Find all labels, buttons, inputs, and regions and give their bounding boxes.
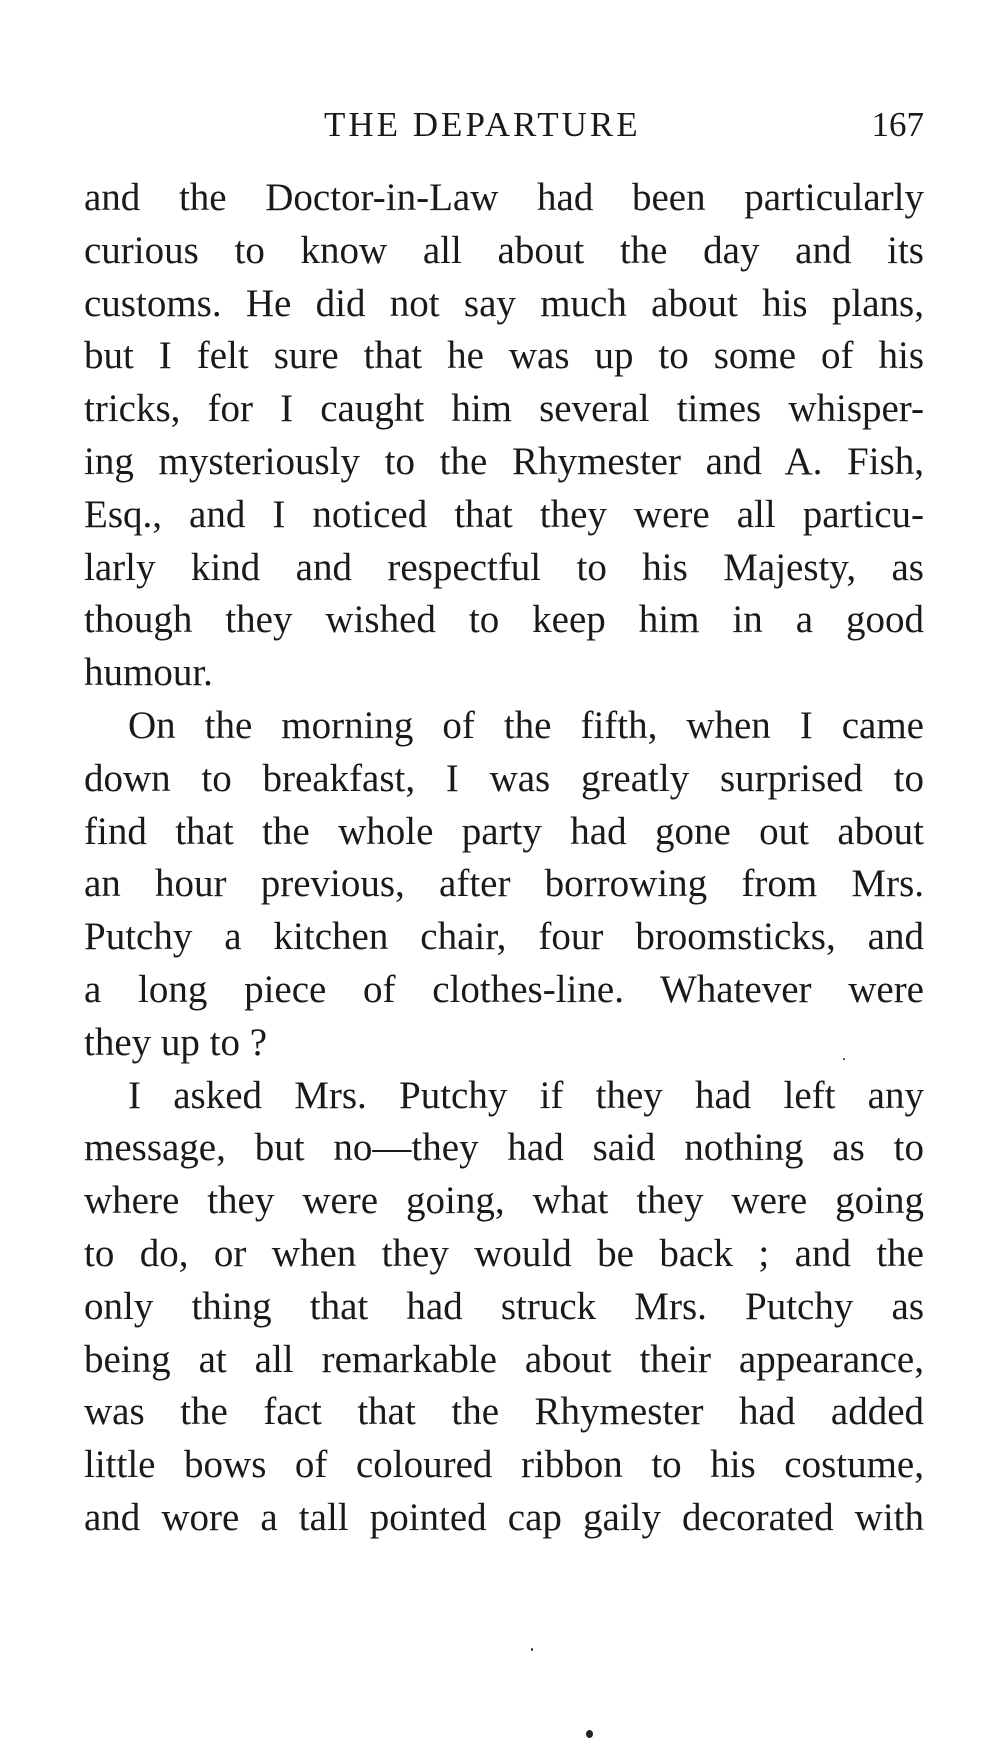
ink-speck: [586, 1730, 593, 1738]
body-text: [84, 172, 924, 1545]
text-line: where they were going, what they were going: [84, 1179, 924, 1223]
text-line: an hour previous, after borrowing from Mrs.: [84, 862, 924, 906]
text-line: down to breakfast, I was greatly surprised to: [84, 756, 924, 800]
text-line: Esq., and I noticed that they were all particu-: [84, 492, 924, 536]
chapter-title: THE DEPARTURE: [324, 105, 641, 144]
text-line: message, but no—they had said nothing as to: [84, 1126, 924, 1170]
text-line: ing mysteriously to the Rhymester and A. Fish,: [84, 439, 924, 483]
text-line: tricks, for I caught him several times whisper-: [84, 387, 924, 431]
text-line: they up to ?: [84, 1020, 268, 1064]
text-line: Putchy a kitchen chair, four broomsticks, and: [84, 915, 924, 959]
text-line: larly kind and respectful to his Majesty, as: [84, 545, 924, 589]
text-line: a long piece of clothes-line. Whatever were: [84, 967, 924, 1011]
running-header: [84, 100, 924, 150]
text-line: find that the whole party had gone out about: [84, 809, 924, 853]
paragraph-first-line: On the morning of the fifth, when I came: [128, 703, 924, 747]
text-line: customs. He did not say much about his plans,: [84, 281, 924, 325]
text-line: humour.: [84, 651, 213, 695]
text-line: curious to know all about the day and its: [84, 228, 924, 272]
text-line: being at all remarkable about their appearance,: [84, 1337, 924, 1381]
ink-speck: [843, 1058, 845, 1060]
page-number: 167: [871, 105, 924, 144]
text-line: was the fact that the Rhymester had added: [84, 1390, 924, 1434]
text-line: to do, or when they would be back ; and the: [84, 1231, 924, 1275]
text-line: and wore a tall pointed cap gaily decorated with: [84, 1495, 924, 1539]
text-line: though they wished to keep him in a good: [84, 598, 924, 642]
text-line: but I felt sure that he was up to some of his: [84, 334, 924, 378]
paragraph-first-line: I asked Mrs. Putchy if they had left any: [128, 1073, 924, 1117]
text-line: only thing that had struck Mrs. Putchy as: [84, 1284, 924, 1328]
text-line: and the Doctor-in-Law had been particularly: [84, 176, 924, 219]
text-line: little bows of coloured ribbon to his costume,: [84, 1443, 924, 1487]
ink-speck: [531, 1648, 533, 1651]
